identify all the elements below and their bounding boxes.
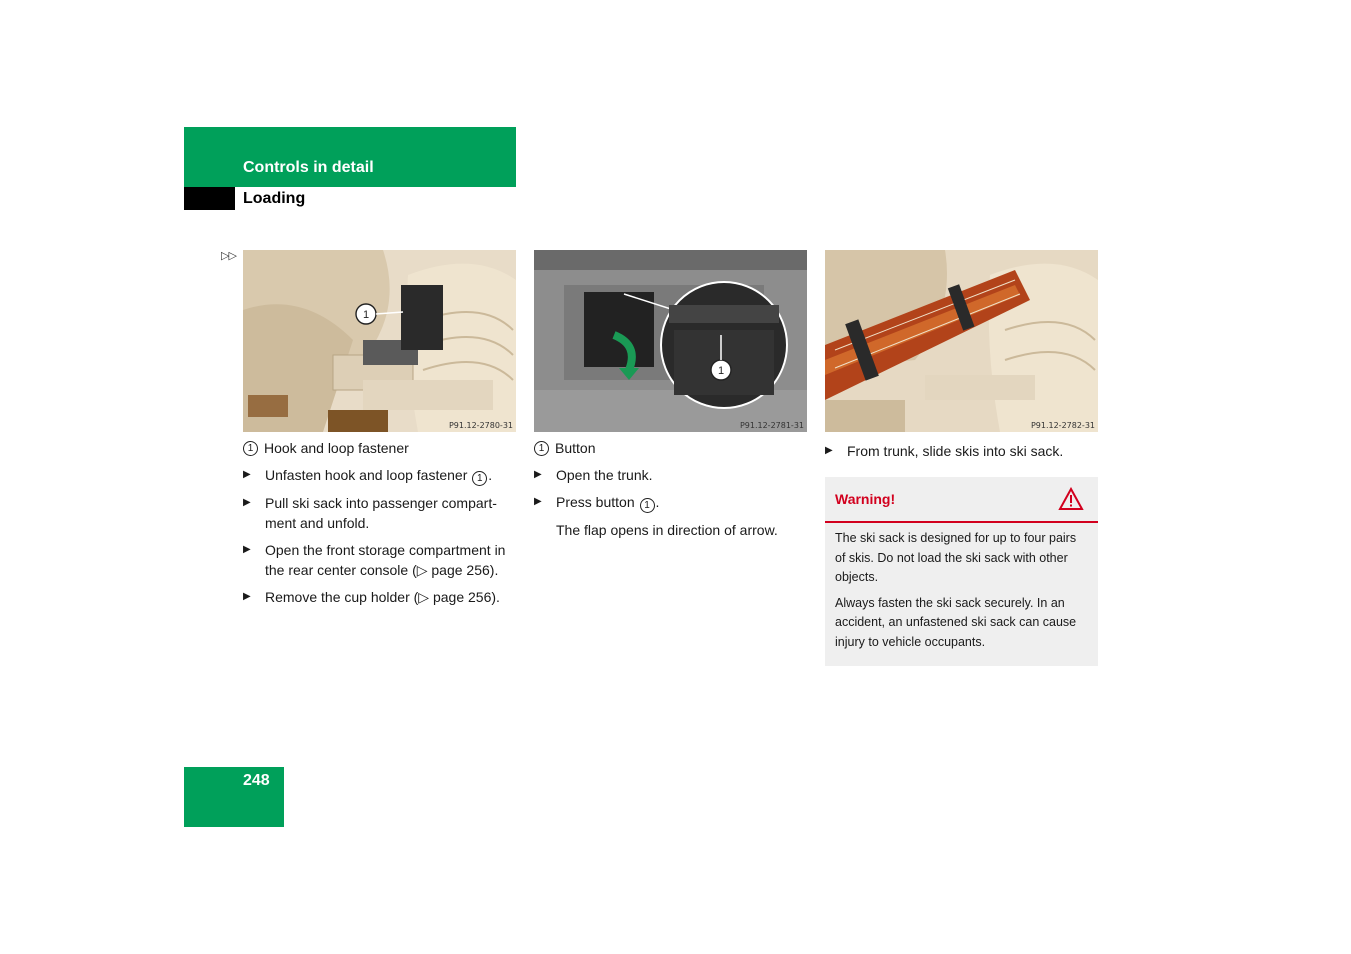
callout-number: 1 bbox=[472, 471, 487, 486]
svg-text:1: 1 bbox=[717, 365, 725, 377]
legend-item bbox=[534, 438, 808, 458]
bullet-arrow-icon: ▶ bbox=[534, 469, 542, 480]
instruction-step bbox=[534, 465, 808, 485]
warning-triangle-icon bbox=[1058, 487, 1084, 511]
column-3 bbox=[825, 250, 1099, 666]
step-text: Press button bbox=[556, 494, 639, 510]
bullet-arrow-icon: ▶ bbox=[243, 591, 251, 602]
continuation-mark: ▷▷ bbox=[221, 250, 236, 262]
step-text: From trunk, slide skis into ski sack. bbox=[847, 443, 1064, 459]
header-marker bbox=[184, 187, 235, 210]
image-code: P91.12-2782-31 bbox=[1030, 421, 1095, 430]
page-number: 248 bbox=[243, 772, 270, 789]
step-text: Open the front storage compartment in the rear center console (▷ page 256). bbox=[265, 542, 506, 578]
bullet-arrow-icon: ▶ bbox=[243, 544, 251, 555]
bullet-arrow-icon: ▶ bbox=[534, 496, 542, 507]
callout-number: 1 bbox=[534, 441, 549, 456]
result-note: The flap opens in direction of arrow. bbox=[556, 522, 778, 538]
step-text: Open the trunk. bbox=[556, 467, 653, 483]
legend-text: Hook and loop fastener bbox=[264, 440, 409, 456]
column-1 bbox=[243, 250, 517, 607]
ski-sack-photo bbox=[825, 250, 1098, 432]
legend-text: Button bbox=[555, 440, 596, 456]
svg-text:1: 1 bbox=[362, 309, 370, 321]
instruction-step bbox=[243, 465, 517, 486]
step-text-end: . bbox=[655, 494, 660, 510]
rear-seat-photo bbox=[243, 250, 516, 432]
step-text: Remove the cup holder (▷ page 256). bbox=[265, 589, 500, 605]
column-2 bbox=[534, 250, 808, 540]
step-text: Unfasten hook and loop fastener bbox=[265, 467, 472, 483]
instruction-step bbox=[534, 492, 808, 513]
legend-item bbox=[243, 438, 517, 458]
instruction-step bbox=[243, 587, 517, 607]
image-code: P91.12-2780-31 bbox=[448, 421, 513, 430]
bullet-arrow-icon: ▶ bbox=[825, 445, 833, 456]
image-code: P91.12-2781-31 bbox=[739, 421, 804, 430]
step-text-end: . bbox=[488, 467, 493, 483]
warning-paragraph: Always fasten the ski sack securely. In an accident, an unfastened ski sack can cause injury to vehicle occupants. bbox=[835, 595, 1077, 649]
callout-number: 1 bbox=[243, 441, 258, 456]
warning-body bbox=[825, 523, 1098, 666]
bullet-arrow-icon: ▶ bbox=[243, 497, 251, 508]
step-text: Pull ski sack into passenger compart-ment and unfold. bbox=[265, 495, 497, 531]
warning-paragraph: The ski sack is designed for up to four pairs of skis. Do not load the ski sack with other objects. bbox=[835, 531, 1077, 584]
warning-header bbox=[825, 477, 1098, 523]
section-title: Controls in detail bbox=[243, 159, 374, 176]
warning-title: Warning! bbox=[835, 491, 896, 507]
instruction-step bbox=[243, 540, 517, 580]
header-band bbox=[184, 127, 516, 187]
bullet-arrow-icon: ▶ bbox=[243, 469, 251, 480]
warning-box bbox=[825, 477, 1098, 666]
trunk-photo bbox=[534, 250, 807, 432]
instruction-step bbox=[825, 441, 1099, 461]
callout-number: 1 bbox=[640, 498, 655, 513]
instruction-step bbox=[243, 493, 517, 533]
subsection-title: Loading bbox=[243, 190, 306, 207]
